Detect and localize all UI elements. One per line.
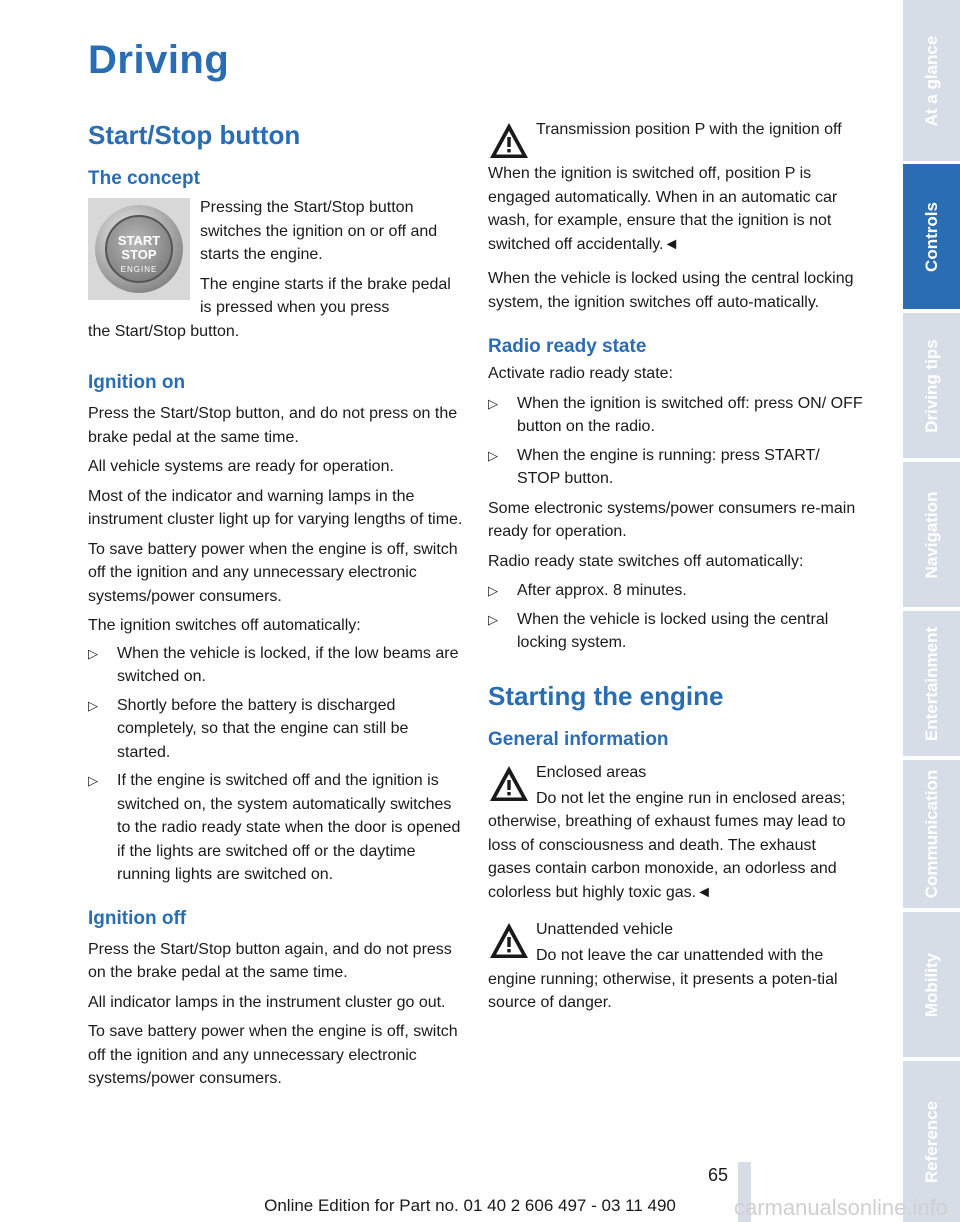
warning-title-transmission: Transmission position P with the ignition off <box>536 121 842 138</box>
tab-communication[interactable]: Communication <box>903 760 960 908</box>
tab-at-a-glance[interactable]: At a glance <box>903 0 960 161</box>
triangle-bullet-icon: ▷ <box>488 583 498 598</box>
triangle-bullet-icon: ▷ <box>88 645 98 661</box>
page-number: 65 <box>708 1165 729 1185</box>
warning-transmission <box>488 118 863 162</box>
radio-text-2: Some electronic systems/power consumers re-main ready for operation. <box>488 499 856 540</box>
list-item: ▷ When the vehicle is locked using the central locking system. <box>488 608 863 655</box>
list-item: ▷ When the engine is running: press START/ STOP button. <box>488 444 863 491</box>
heading-ignition-off: Ignition off <box>88 907 187 929</box>
ignition-on-text-3: Most of the indicator and warning lamps in the instrument cluster light up for varying lengths of time. <box>88 487 463 528</box>
ignition-on-text-5: The ignition switches off automatically: <box>88 617 361 634</box>
list-item: ▷ When the ignition is switched off: press ON/ OFF button on the radio. <box>488 392 863 439</box>
tab-navigation[interactable]: Navigation <box>903 462 960 607</box>
warning-icon <box>488 920 530 962</box>
concept-block <box>88 196 463 320</box>
tab-entertainment[interactable]: Entertainment <box>903 611 960 756</box>
radio-activate-list <box>488 392 863 491</box>
ignition-off-text-1: Press the Start/Stop button again, and do not press on the brake pedal at the same time. <box>88 940 452 981</box>
triangle-bullet-icon: ▷ <box>488 611 498 627</box>
chapter-title: Driving <box>88 38 230 82</box>
tab-controls[interactable]: Controls <box>903 164 960 309</box>
left-column <box>88 118 463 1091</box>
start-stop-button-icon <box>95 205 183 293</box>
ignition-on-text-2: All vehicle systems are ready for operation. <box>88 458 394 475</box>
watermark: carmanualsonline.info <box>733 1195 948 1220</box>
ignition-on-text-1: Press the Start/Stop button, and do not press on the brake pedal at the same time. <box>88 405 458 446</box>
warning-icon <box>488 763 530 805</box>
list-item: ▷ After approx. 8 minutes. <box>488 579 863 603</box>
footer-edition: Online Edition for Part no. 01 40 2 606 497 - 03 11 490 <box>264 1196 676 1215</box>
ignition-off-text-3: To save battery power when the engine is off, switch off the ignition and any unnecessary electronic systems/power consumers. <box>88 1023 458 1087</box>
heading-general-information: General information <box>488 728 669 750</box>
button-image-sublabel: ENGINE <box>120 265 158 274</box>
triangle-bullet-icon: ▷ <box>88 697 98 713</box>
ignition-on-text-4: To save battery power when the engine is off, switch off the ignition and any unnecessary electronic systems/power consumers. <box>88 540 458 605</box>
button-image-label: START STOP <box>117 233 161 262</box>
heading-radio-ready: Radio ready state <box>488 336 647 357</box>
concept-text-2-start: The engine starts if the brake pedal is pressed when you press <box>200 275 451 316</box>
list-item: ▷ If the engine is switched off and the ignition is switched on, the system automatically switches to the radio ready state when the door is opened if the lights are switched off or the daytime running lights are switched on. <box>88 769 463 887</box>
right-column <box>488 118 863 1015</box>
warning-title-unattended: Unattended vehicle <box>536 921 673 938</box>
ignition-off-text-2: All indicator lamps in the instrument cluster go out. <box>88 993 446 1011</box>
chapter-sidebar <box>903 0 960 1222</box>
start-stop-button-image <box>88 198 190 300</box>
warning-body-unattended: Do not leave the car unattended with the engine running; otherwise, it presents a poten-tial source of danger. <box>488 947 838 1011</box>
warning-title-enclosed: Enclosed areas <box>536 763 647 781</box>
tab-reference[interactable]: Reference <box>903 1061 960 1222</box>
tab-mobility[interactable]: Mobility <box>903 912 960 1057</box>
section-title-starting-engine: Starting the engine <box>488 680 724 711</box>
radio-off-list <box>488 579 863 655</box>
list-item: ▷ Shortly before the battery is discharged completely, so that the engine can still be started. <box>88 694 463 765</box>
section-title-start-stop: Start/Stop button <box>88 120 301 150</box>
heading-ignition-on: Ignition on <box>88 372 186 393</box>
list-item: ▷ When the vehicle is locked, if the low beams are switched on. <box>88 642 463 689</box>
warning-body-enclosed: Do not let the engine run in enclosed areas; otherwise, breathing of exhaust fumes may lead to loss of consciousness and death. The exhaust gases contain carbon monoxide, an odorless and colorless but highly toxic gas.◄ <box>488 789 846 901</box>
triangle-bullet-icon: ▷ <box>488 447 498 463</box>
concept-text-2-tail: the Start/Stop button. <box>88 322 240 340</box>
triangle-bullet-icon: ▷ <box>88 773 98 788</box>
radio-text-3: Radio ready state switches off automatically: <box>488 552 804 570</box>
triangle-bullet-icon: ▷ <box>488 395 498 411</box>
radio-text-1: Activate radio ready state: <box>488 365 673 382</box>
locked-ignition-text: When the vehicle is locked using the central locking system, the ignition switches off auto-matically. <box>488 270 854 311</box>
warning-icon <box>488 120 530 162</box>
warning-body-transmission: When the ignition is switched off, position P is engaged automatically. When in an automatic car wash, for example, ensure that the ignition is not switched off accidentally.◄ <box>488 165 838 253</box>
concept-text-1: Pressing the Start/Stop button switches the ignition on or off and starts the engine. <box>200 199 438 263</box>
ignition-on-list <box>88 642 463 887</box>
heading-the-concept: The concept <box>88 168 200 189</box>
tab-driving-tips[interactable]: Driving tips <box>903 313 960 458</box>
